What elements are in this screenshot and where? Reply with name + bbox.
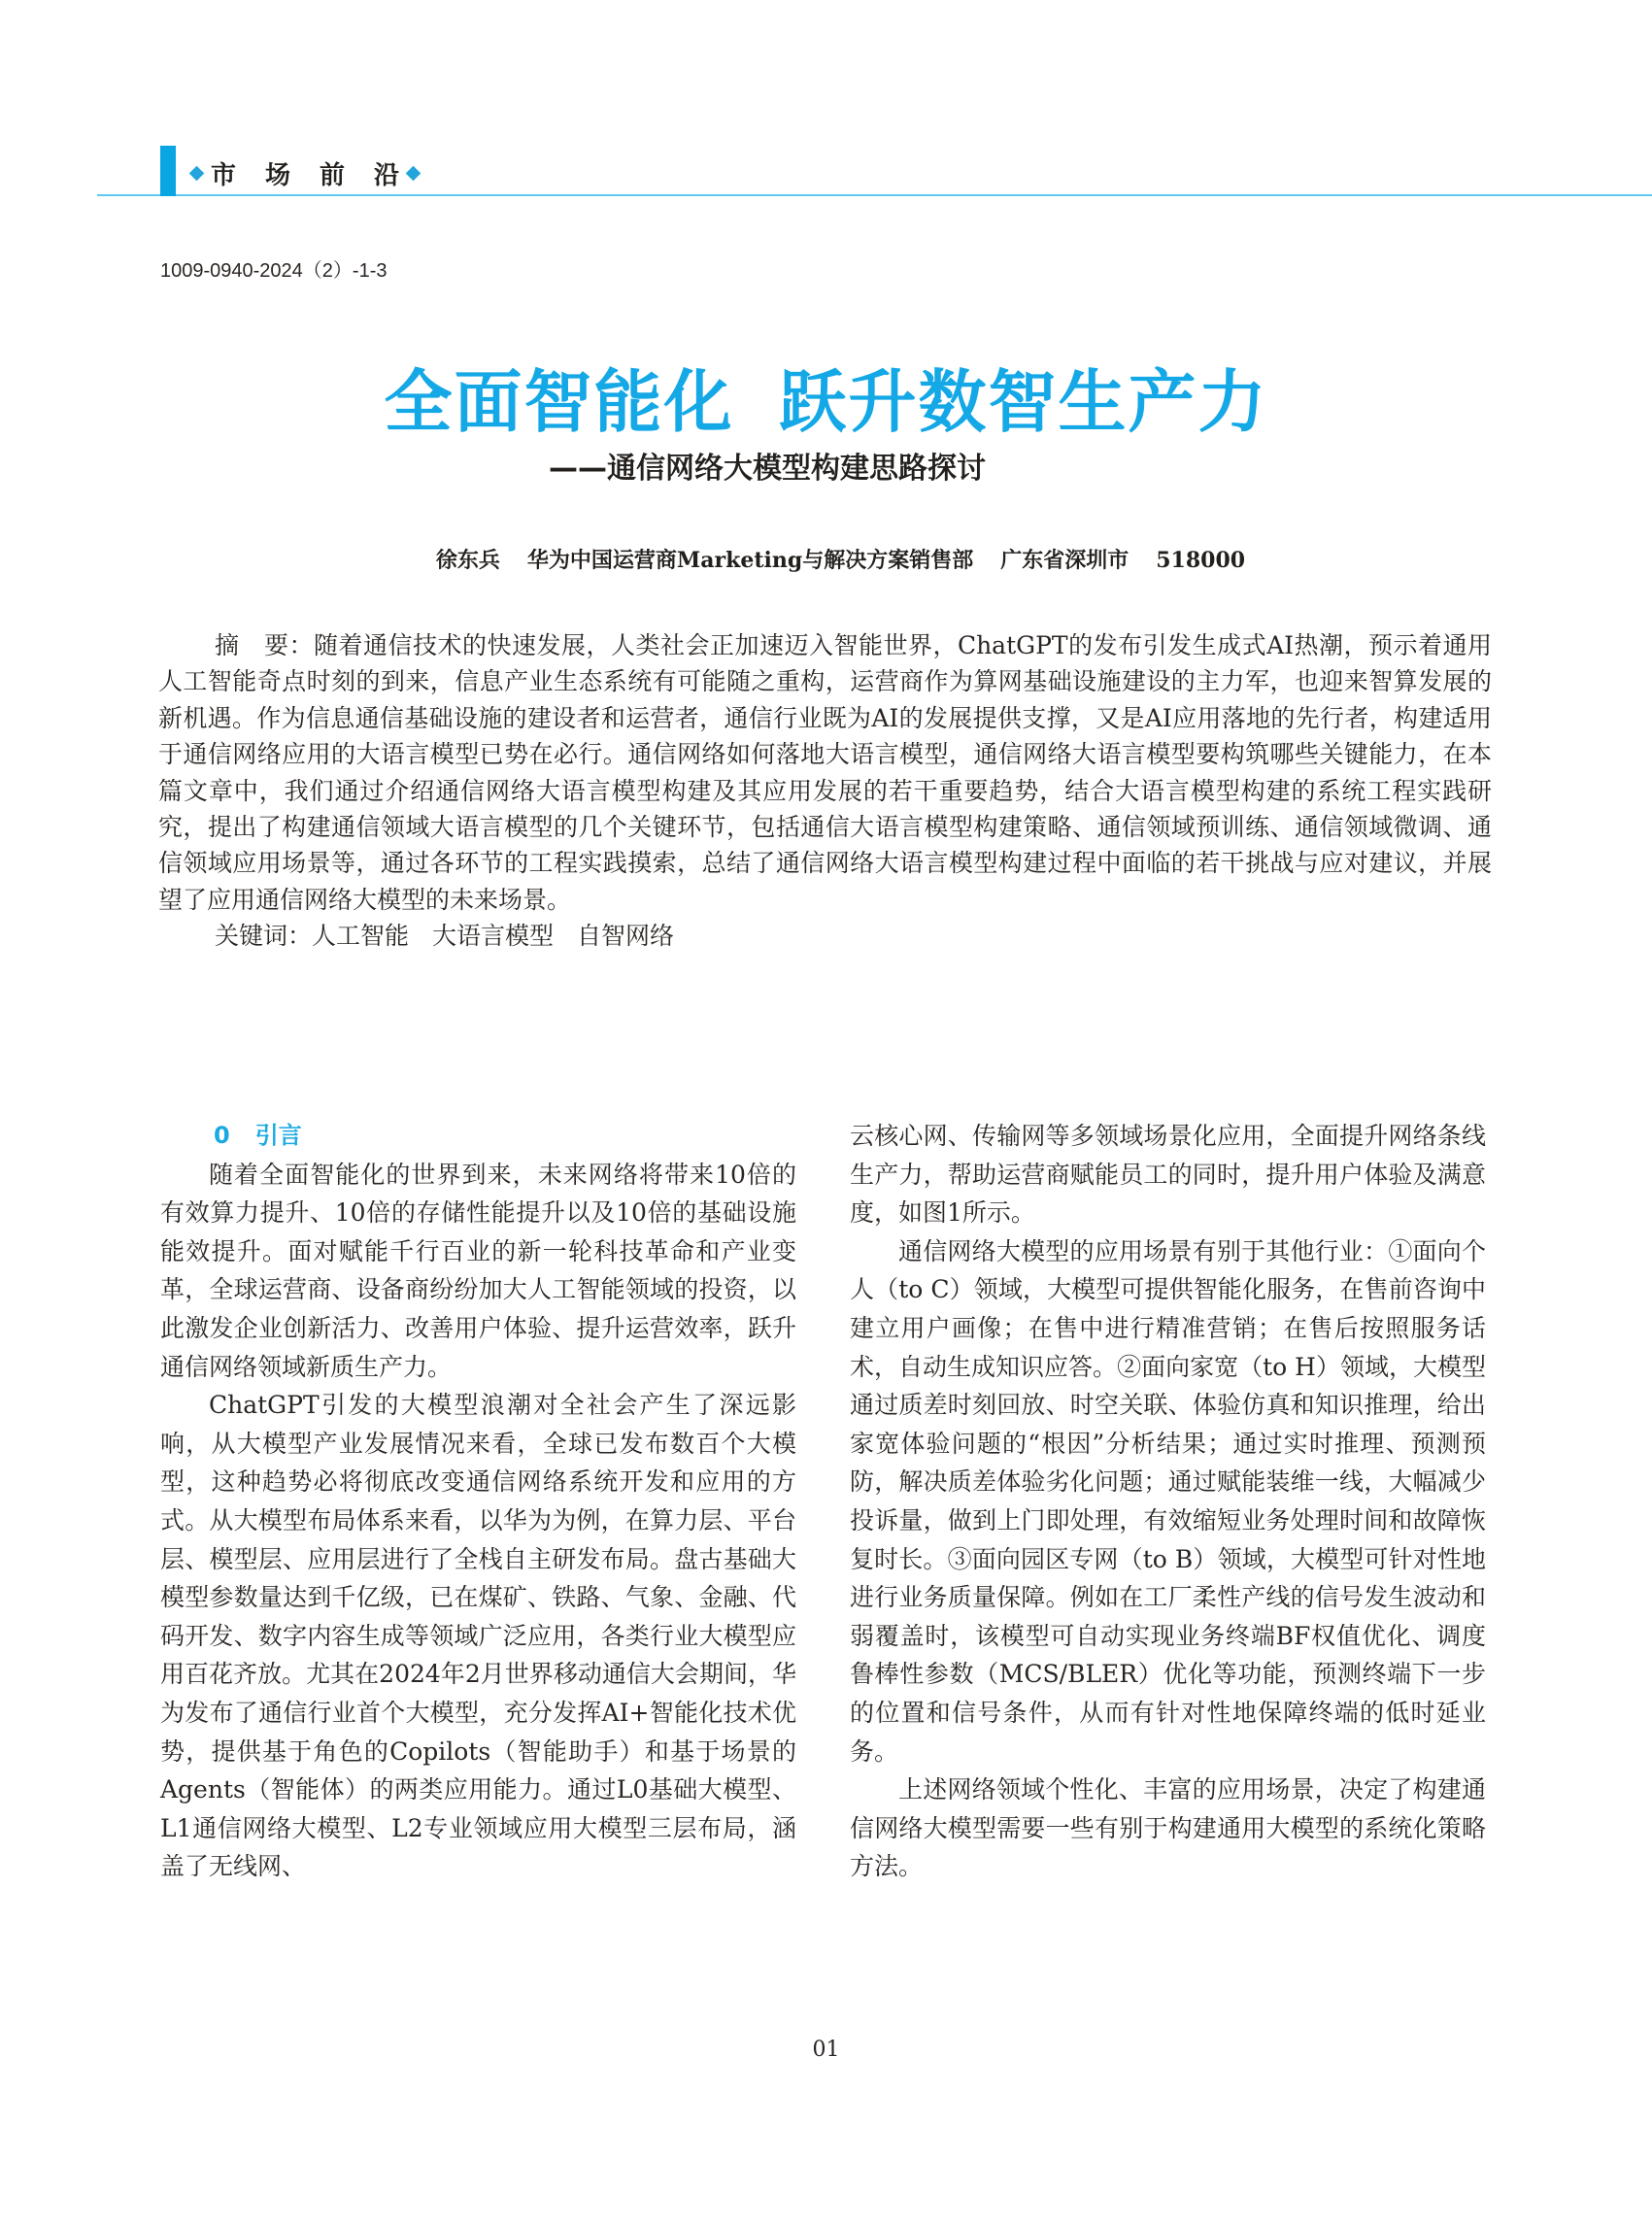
title-part-2: 跃升数智生产力 xyxy=(778,362,1268,442)
body-column-left xyxy=(160,1117,796,1886)
article-title xyxy=(0,348,1652,446)
byline xyxy=(0,544,1652,574)
body-column-right xyxy=(850,1117,1486,1886)
postcode: 518000 xyxy=(1156,548,1246,573)
header-accent-bar xyxy=(160,146,176,196)
article-subtitle: ——通信网络大模型构建思路探讨 xyxy=(549,452,986,486)
keyword: 自智网络 xyxy=(577,922,675,951)
section-label-char: 市 xyxy=(211,161,266,190)
body-paragraph: 上述网络领域个性化、丰富的应用场景，决定了构建通信网络大模型需要一些有别于构建通用大模型的系统化策略方法。 xyxy=(850,1775,1486,1881)
header-rule xyxy=(97,194,1652,196)
body-paragraph: 随着全面智能化的世界到来，未来网络将带来10倍的有效算力提升、10倍的存储性能提升以及10倍的基础设施能效提升。面对赋能千行百业的新一轮科技革命和产业变革，全球运营商、设备商纷纷加大人工智能领域的投资，以此激发企业创新活力、改善用户体验、提升运营效率，跃升通信网络领域新质生产力。 xyxy=(160,1160,796,1381)
author-name: 徐东兵 xyxy=(435,548,500,573)
keyword: 大语言模型 xyxy=(432,922,555,951)
body-paragraph: 云核心网、传输网等多领域场景化应用，全面提升网络条线生产力，帮助运营商赋能员工的同时，提升用户体验及满意度，如图1所示。 xyxy=(850,1122,1486,1228)
body-paragraph: 通信网络大模型的应用场景有别于其他行业：①面向个人（to C）领域，大模型可提供智能化服务，在售前咨询中建立用户画像；在售中进行精准营销；在售后按照服务话术，自动生成知识应答。②面向家宽（to H）领域，大模型通过质差时刻回放、时空关联、体验仿真和知识推理，给出家宽体验问题的“根因”分析结果；通过实时推理、预测预防，解决质差体验劣化问题；通过赋能装维一线，大幅减少投诉量，做到上门即处理，有效缩短业务处理时间和故障恢复时长。③面向园区专网（to B）领域，大模型可针对性地进行业务质量保障。例如在工厂柔性产线的信号发生波动和弱覆盖时，该模型可自动实现业务终端BF权值优化、调度鲁棒性参数（MCS/BLER）优化等功能，预测终端下一步的位置和信号条件，从而有针对性地保障终端的低时延业务。 xyxy=(850,1236,1486,1766)
abstract-label: 摘 要： xyxy=(215,631,314,659)
document-id: 1009-0940-2024（2）-1-3 xyxy=(160,260,388,282)
keywords xyxy=(158,918,1492,954)
diamond-icon xyxy=(406,166,421,182)
section-header xyxy=(97,146,1652,196)
keywords-label: 关键词： xyxy=(215,922,313,951)
keyword: 人工智能 xyxy=(312,922,410,951)
section-number: 0 xyxy=(214,1122,230,1149)
diamond-icon xyxy=(189,166,205,182)
section-label-char: 沿 xyxy=(374,161,400,190)
abstract-text: 随着通信技术的快速发展，人类社会正加速迈入智能世界，ChatGPT的发布引发生成式AI热潮，预示着通用人工智能奇点时刻的到来，信息产业生态系统有可能随之重构，运营商作为算网基础设施建设的主力军，也迎来智算发展的新机遇。作为信息通信基础设施的建设者和运营者，通信行业既为AI的发展提供支撑，又是AI应用落地的先行者，构建适用于通信网络应用的大语言模型已势在必行。通信网络如何落地大语言模型，通信网络大语言模型要构筑哪些关键能力，在本篇文章中，我们通过介绍通信网络大语言模型构建及其应用发展的若干重要趋势，结合大语言模型构建的系统工程实践研究，提出了构建通信领域大语言模型的几个关键环节，包括通信大语言模型构建策略、通信领域预训练、通信领域微调、通信领域应用场景等，通过各环节的工程实践摸索，总结了通信网络大语言模型构建过程中面临的若干挑战与应对建议，并展望了应用通信网络大模型的未来场景。 xyxy=(158,631,1492,914)
author-location: 广东省深圳市 xyxy=(1000,548,1129,573)
section-label-char: 场 xyxy=(265,161,320,190)
section-title: 引言 xyxy=(254,1122,302,1149)
abstract-paragraph xyxy=(158,627,1492,918)
page-number: 01 xyxy=(812,2038,840,2062)
section-label xyxy=(183,155,427,191)
body-paragraph: ChatGPT引发的大模型浪潮对全社会产生了深远影响，从大模型产业发展情况来看，全球已发布数百个大模型，这种趋势必将彻底改变通信网络系统开发和应用的方式。从大模型布局体系来看，以华为为例，在算力层、平台层、模型层、应用层进行了全栈自主研发布局。盘古基础大模型参数量达到千亿级，已在煤矿、铁路、气象、金融、代码开发、数字内容生成等领域广泛应用，各类行业大模型应用百花齐放。尤其在2024年2月世界移动通信大会期间，华为发布了通信行业首个大模型，充分发挥AI+智能化技术优势，提供基于角色的Copilots（智能助手）和基于场景的Agents（智能体）的两类应用能力。通过L0基础大模型、L1通信网络大模型、L2专业领域应用大模型三层布局，涵盖了无线网、 xyxy=(160,1391,796,1881)
title-part-1: 全面智能化 xyxy=(384,362,734,442)
section-label-char: 前 xyxy=(320,161,375,190)
section-heading xyxy=(160,1117,796,1156)
abstract xyxy=(158,627,1492,955)
author-organization: 华为中国运营商Marketing与解决方案销售部 xyxy=(526,548,974,573)
